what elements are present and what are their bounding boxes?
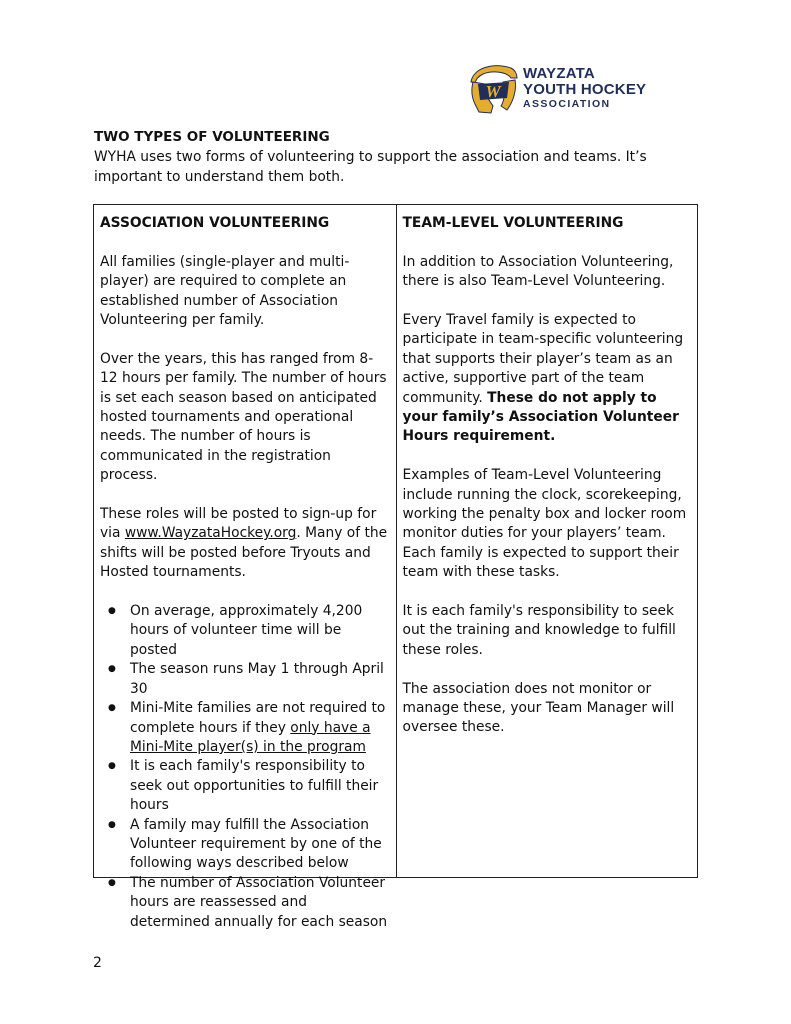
association-paragraph-1: All families (single-player and multi-player) are required to complete an established number of Association Volunteering per family.	[100, 253, 350, 329]
logo-line-3: ASSOCIATION	[523, 98, 611, 111]
logo-line-2: YOUTH HOCKEY	[523, 81, 647, 99]
logo-line-1: WAYZATA	[523, 65, 595, 83]
team-expectation-text: Every Travel family is expected to participate in team-specific volunteering that supports their player’s team as an active, supportive part of the team community.	[402, 312, 684, 406]
wyha-logo	[463, 60, 663, 116]
svg-text:W: W	[485, 82, 501, 101]
list-item: ● The number of Association Volunteer hours are reassessed and determined annually for each season	[130, 874, 389, 932]
team-paragraph-3: Examples of Team-Level Volunteering include running the clock, scorekeeping, working the penalty box and locker room monitor duties for your players’ team. Each family is expected to support their team with these tasks.	[402, 467, 687, 581]
mini-mite-underlined-text: only have a Mini-Mite player(s) in the program	[130, 719, 371, 755]
association-paragraph-3	[100, 505, 389, 583]
mini-mite-text: Mini-Mite families are not required to complete hours if they	[130, 700, 386, 736]
association-volunteering-column	[94, 205, 396, 930]
association-heading: ASSOCIATION VOLUNTEERING	[100, 215, 330, 231]
list-item: ● The season runs May 1 through April 30	[130, 660, 389, 699]
team-paragraph-4: It is each family's responsibility to seek out the training and knowledge to fulfill these roles.	[402, 603, 676, 658]
team-level-volunteering-column	[396, 205, 698, 877]
list-item: ● It is each family's responsibility to seek out opportunities to fulfill their hours	[130, 757, 389, 815]
association-bullet-list	[100, 602, 389, 932]
list-item: ● A family may fulfill the Association Volunteer requirement by one of the following ways described below	[130, 816, 389, 874]
page-number: 2	[93, 955, 102, 971]
team-paragraph-5: The association does not monitor or manage these, your Team Manager will oversee these.	[402, 680, 675, 736]
list-item	[130, 699, 389, 757]
list-item: ● On average, approximately 4,200 hours of volunteer time will be posted	[130, 602, 389, 660]
team-paragraph-2	[403, 311, 691, 447]
volunteering-comparison-table	[93, 204, 698, 930]
team-bold-notice: These do not apply to your family’s Association Volunteer Hours requirement.	[402, 389, 679, 445]
logo-wordmark	[523, 66, 646, 110]
signup-text-after: . Many of the shifts will be posted before Tryouts and Hosted tournaments.	[100, 525, 388, 581]
team-heading: TEAM-LEVEL VOLUNTEERING	[402, 215, 624, 231]
wayzata-hockey-link[interactable]: www.WayzataHockey.org	[124, 525, 297, 542]
association-paragraph-2: Over the years, this has ranged from 8-12 hours per family. The number of hours is set each season based on anticipated hosted tournaments and operational needs. The number of hours is communicated in the registration process.	[100, 350, 387, 484]
trojan-helmet-w-icon	[463, 60, 519, 116]
intro-paragraph: WYHA uses two forms of volunteering to support the association and teams. It’s important to understand them both.	[94, 149, 647, 185]
section-title: TWO TYPES OF VOLUNTEERING	[94, 129, 330, 145]
signup-text: These roles will be posted to sign-up for via	[100, 506, 377, 542]
team-paragraph-1: In addition to Association Volunteering, there is also Team-Level Volunteering.	[402, 253, 674, 290]
